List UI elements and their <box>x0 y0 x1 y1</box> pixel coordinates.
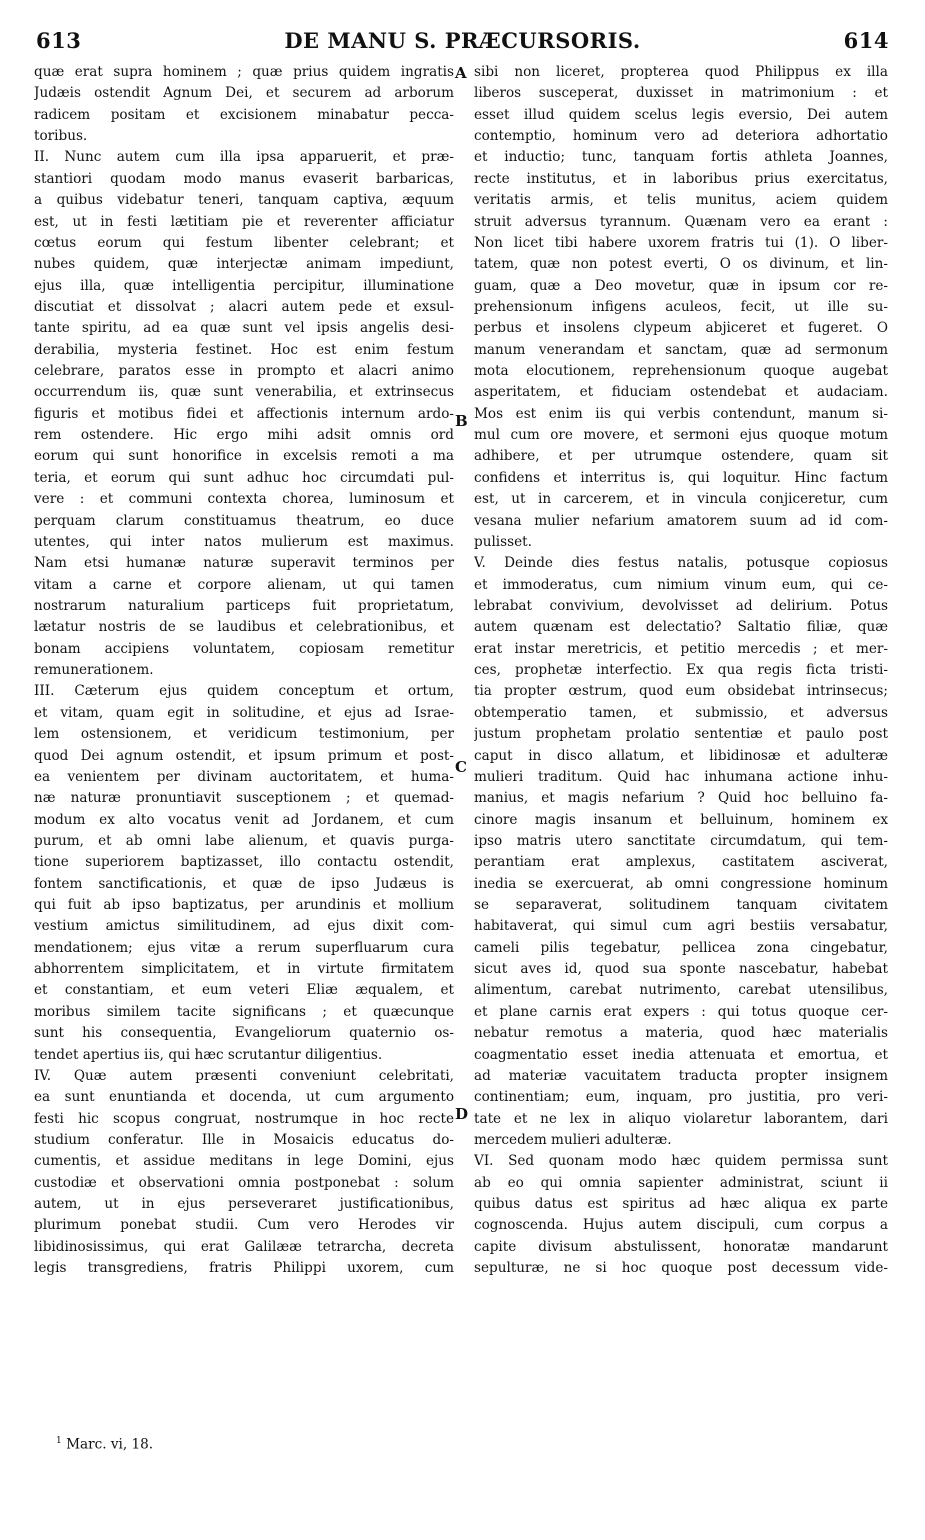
text-line: vere : et communi contexta chorea, luminosum et <box>34 491 454 508</box>
text-line: vestium amictus similitudinem, ad ejus dixit com- <box>34 918 454 935</box>
text-line: næ naturæ pronuntiavit susceptionem ; et quemad- <box>34 790 454 807</box>
text-line: et constantiam, et eum veteri Eliæ æqualem, et <box>34 982 454 999</box>
text-line: perquam clarum constituamus theatrum, eo duce <box>34 512 454 529</box>
text-line: Nam etsi humanæ naturæ superavit terminos per <box>34 555 454 572</box>
text-line: festi hic scopus congruat, nostrumque in hoc recte <box>34 1110 454 1127</box>
text-line: II. Nunc autem cum illa ipsa apparuerit, et præ- <box>34 149 454 166</box>
text-line: sepulturæ, ne si hoc quoque post decessum vide- <box>474 1260 888 1277</box>
text-line: studium conferatur. Ille in Mosaicis educatus do- <box>34 1131 454 1148</box>
text-line: et vitam, quam egit in solitudine, et ejus ad Israe- <box>34 704 454 721</box>
text-line: cognoscenda. Hujus autem discipuli, cum corpus a <box>474 1217 888 1234</box>
text-line: habitaverat, qui simul cum agri bestiis versabatur, <box>474 918 888 935</box>
text-line: justum prophetam prolatio sententiæ et paulo post <box>474 726 888 743</box>
text-line: ea sunt enuntianda et docenda, ut cum argumento <box>34 1089 454 1106</box>
text-line: discutiat et dissolvat ; alacri autem pede et exsul- <box>34 298 454 315</box>
text-line: alimentum, carebat nutrimento, carebat utensilibus, <box>474 982 888 999</box>
text-line: celebrare, paratos esse in prompto et alacri animo <box>34 363 454 380</box>
text-line: tate et ne lex in aliquo violaretur laborantem, dari <box>474 1110 888 1127</box>
page-header <box>36 28 889 58</box>
text-line: ipso matris utero sanctitate circumdatum, qui tem- <box>474 832 888 849</box>
text-line: fontem sanctificationis, et quæ de ipso Judæus is <box>34 875 454 892</box>
text-line: cameli pilis tegebatur, pellicea zona cingebatur, <box>474 939 888 956</box>
text-line: est, ut in festi lætitiam pie et reverenter afficiatur <box>34 213 454 230</box>
text-line: tione superiorem baptizasset, illo contactu ostendit, <box>34 854 454 871</box>
text-line: purum, et ab omni labe alienum, et quavis purga- <box>34 832 454 849</box>
text-line: adhibere, et per utrumque ostendere, quam sit <box>474 448 888 465</box>
text-line: guam, quæ a Deo movetur, quæ in ipsum cor re- <box>474 277 888 294</box>
text-line: IV. Quæ autem præsenti conveniunt celebritati, <box>34 1067 454 1084</box>
margin-letter-b: B <box>455 412 468 430</box>
text-line: perbus et insolens clypeum abjiceret et fugeret. O <box>474 320 888 337</box>
text-line: ejus illa, quæ intelligentia percipitur, illuminatione <box>34 277 454 294</box>
text-line: sibi non liceret, propterea quod Philippus ex illa <box>474 64 888 80</box>
text-line: esset illud quidem scelus legis eversio, Dei autem <box>474 106 888 123</box>
text-line: sunt his consequentia, Evangeliorum quaternio os- <box>34 1025 454 1042</box>
text-line: inedia se exercuerat, ab omni congressione hominum <box>474 875 888 892</box>
text-line: manum venerandam et sanctam, quæ ad sermonum <box>474 341 888 358</box>
text-line: continentiam; eum, inquam, pro justitia, pro veri- <box>474 1089 888 1106</box>
left-page-number: 613 <box>36 28 82 53</box>
text-line: Non licet tibi habere uxorem fratris tui (1). O liber- <box>474 234 888 251</box>
text-line: qui fuit ab ipso baptizatus, per arundinis et mollium <box>34 897 454 914</box>
text-line: ea venientem per divinam auctoritatem, et huma- <box>34 768 454 785</box>
text-line: manius, et magis nefarium ? Quid hoc belluino fa- <box>474 790 888 807</box>
text-line: vitam a carne et corpore alienam, ut qui tamen <box>34 576 454 593</box>
text-line: cumentis, et assidue meditans in lege Domini, ejus <box>34 1153 454 1170</box>
text-line: struit adversus tyrannum. Quænam vero ea erant : <box>474 213 888 230</box>
margin-letter-a: A <box>455 64 467 82</box>
text-line: nubes quidem, quæ interjectæ animam impediunt, <box>34 256 454 273</box>
text-line: confidens et interritus is, qui loquitur. Hinc factum <box>474 469 888 486</box>
text-line: toribus. <box>34 128 88 145</box>
text-line: prehensionum infigens aculeos, fecit, ut ille su- <box>474 298 888 315</box>
text-line: mulieri traditum. Quid hac inhumana actione inhu- <box>474 768 888 785</box>
footnote-text: Marc. vi, 18. <box>66 1436 154 1453</box>
text-line: pulisset. <box>474 533 532 550</box>
text-line: veritatis armis, et telis munitus, aciem quidem <box>474 192 888 209</box>
text-line: et inductio; tunc, tanquam fortis athleta Joannes, <box>474 149 888 166</box>
text-line: moribus similem tacite significans ; et quæcunque <box>34 1003 454 1020</box>
text-line: coagmentatio esset inedia attenuata et emortua, et <box>474 1046 888 1063</box>
text-line: rem ostendere. Hic ergo mihi adsit omnis ord <box>34 427 454 444</box>
text-line: ad materiæ vacuitatem traducta propter insignem <box>474 1067 888 1084</box>
text-line: libidinosissimus, qui erat Galilææ tetrarcha, decreta <box>34 1238 454 1255</box>
text-line: plurimum ponebat studii. Cum vero Herodes vir <box>34 1217 454 1234</box>
text-line: lætatur nostris de se laudibus et celebrationibus, et <box>34 619 454 636</box>
text-line: se separaverat, solitudinem tanquam civitatem <box>474 897 888 914</box>
text-line: abhorrentem simplicitatem, et in virtute firmitatem <box>34 961 454 978</box>
text-line: tendet apertius iis, qui hæc scrutantur diligentius. <box>34 1046 383 1063</box>
text-line: asperitatem, et fiduciam ostendebat et audaciam. <box>474 384 888 401</box>
text-line: mercedem mulieri adulteræ. <box>474 1131 672 1148</box>
text-line: III. Cæterum ejus quidem conceptum et ortum, <box>34 683 454 700</box>
text-line: tatem, quæ non potest everti, O os divinum, et lin- <box>474 256 888 273</box>
text-line: capite divisum abstulissent, honoratæ mandarunt <box>474 1238 888 1255</box>
text-line: contemptio, hominum vero ad deteriora adhortatio <box>474 128 888 145</box>
text-line: nebatur remotus a materia, quod hæc materialis <box>474 1025 888 1042</box>
text-line: VI. Sed quonam modo hæc quidem permissa sunt <box>474 1153 888 1170</box>
text-line: tia propter œstrum, quod eum obsidebat intrinsecus; <box>474 683 888 700</box>
text-line: mendationem; ejus vitæ a rerum superfluarum cura <box>34 939 454 956</box>
running-title: DE MANU S. PRÆCURSORIS. <box>284 28 641 53</box>
text-line: sicut aves id, quod sua sponte nascebatur, habebat <box>474 961 888 978</box>
text-line: caput in disco allatum, et libidinosæ et adulteræ <box>474 747 888 764</box>
text-line: et plane carnis erat expers : qui totus quoque cer- <box>474 1003 888 1020</box>
text-line: Judæis ostendit Agnum Dei, et securem ad arborum <box>34 85 454 102</box>
text-line: bonam accipiens voluntatem, copiosam remetitur <box>34 640 454 657</box>
text-line: mul cum ore movere, et sermoni ejus quoque motum <box>474 427 888 444</box>
text-line: V. Deinde dies festus natalis, potusque copiosus <box>474 555 888 572</box>
right-page-number: 614 <box>843 28 889 53</box>
text-line: autem quænam est delectatio? Saltatio filiæ, quæ <box>474 619 888 636</box>
text-line: lem ostensionem, et veridicum testimonium, per <box>34 726 454 743</box>
text-line: est, ut in carcerem, et in vincula conjiceretur, cum <box>474 491 888 508</box>
footnote <box>56 1436 153 1453</box>
text-line: stantiori quodam modo manus evaserit barbaricas, <box>34 170 454 187</box>
text-line: cœtus eorum qui festum libenter celebrant; et <box>34 234 454 251</box>
text-line: teria, et eorum qui sunt adhuc hoc circumdati pul- <box>34 469 454 486</box>
text-line: figuris et motibus fidei et affectionis internum ardo- <box>34 405 454 422</box>
text-line: quod Dei agnum ostendit, et ipsum primum et post- <box>34 747 454 764</box>
text-line: custodiæ et observationi omnia postponebat : solum <box>34 1174 454 1191</box>
text-line: et immoderatus, cum nimium vinum eum, qui ce- <box>474 576 888 593</box>
text-line: Mos est enim iis qui verbis contendunt, manum si- <box>474 405 888 422</box>
text-line: cinore magis insanum et belluinum, hominem ex <box>474 811 888 828</box>
text-line: erat instar meretricis, et petitio mercedis ; et mer- <box>474 640 888 657</box>
text-line: ces, prophetæ interfectio. Ex qua regis ficta tristi- <box>474 662 888 679</box>
margin-letter-c: C <box>455 758 467 776</box>
text-line: tante spiritu, ad ea quæ sunt vel ipsis angelis desi- <box>34 320 454 337</box>
text-line: remunerationem. <box>34 662 154 679</box>
text-line: liberos susceperat, duxisset in matrimonium : et <box>474 85 888 102</box>
text-line: vesana mulier nefarium amatorem suum ad id com- <box>474 512 888 529</box>
right-column <box>474 62 888 1279</box>
text-line: perantiam erat amplexus, castitatem asciverat, <box>474 854 888 871</box>
text-line: modum ex alto vocatus venit ad Jordanem, et cum <box>34 811 454 828</box>
text-line: obtemperatio tamen, et submissio, et adversus <box>474 704 888 721</box>
text-line: derabilia, mysteria festinet. Hoc est enim festum <box>34 341 454 358</box>
text-line: utentes, qui inter natos mulierum est maximus. <box>34 533 454 550</box>
margin-letter-d: D <box>455 1105 469 1123</box>
text-line: eorum qui sunt honorifice in excelsis remoti a ma <box>34 448 454 465</box>
footnote-marker: 1 <box>56 1436 62 1446</box>
text-line: occurrendum iis, quæ sunt venerabilia, et extrinsecus <box>34 384 454 401</box>
text-line: ab eo qui omnia sapienter administrat, sciunt ii <box>474 1174 888 1191</box>
text-line: quibus datus est spiritus ad hæc aliqua ex parte <box>474 1196 888 1213</box>
text-line: radicem positam et excisionem minabatur pecca- <box>34 106 454 123</box>
left-column <box>34 62 454 1279</box>
text-line: quæ erat supra hominem ; quæ prius quidem ingratis <box>34 64 454 80</box>
text-line: nostrarum naturalium particeps fuit proprietatum, <box>34 597 454 614</box>
text-line: autem, ut in ejus perseveraret justificationibus, <box>34 1196 454 1213</box>
text-line: lebrabat convivium, devolvisset ad delirium. Potus <box>474 597 888 614</box>
text-line: a quibus videbatur teneri, tanquam captiva, æquum <box>34 192 454 209</box>
text-line: recte institutus, et in laboribus prius exercitatus, <box>474 170 888 187</box>
text-line: mota elocutionem, reprehensionum quoque augebat <box>474 363 888 380</box>
text-line: legis transgrediens, fratris Philippi uxorem, cum <box>34 1260 454 1277</box>
